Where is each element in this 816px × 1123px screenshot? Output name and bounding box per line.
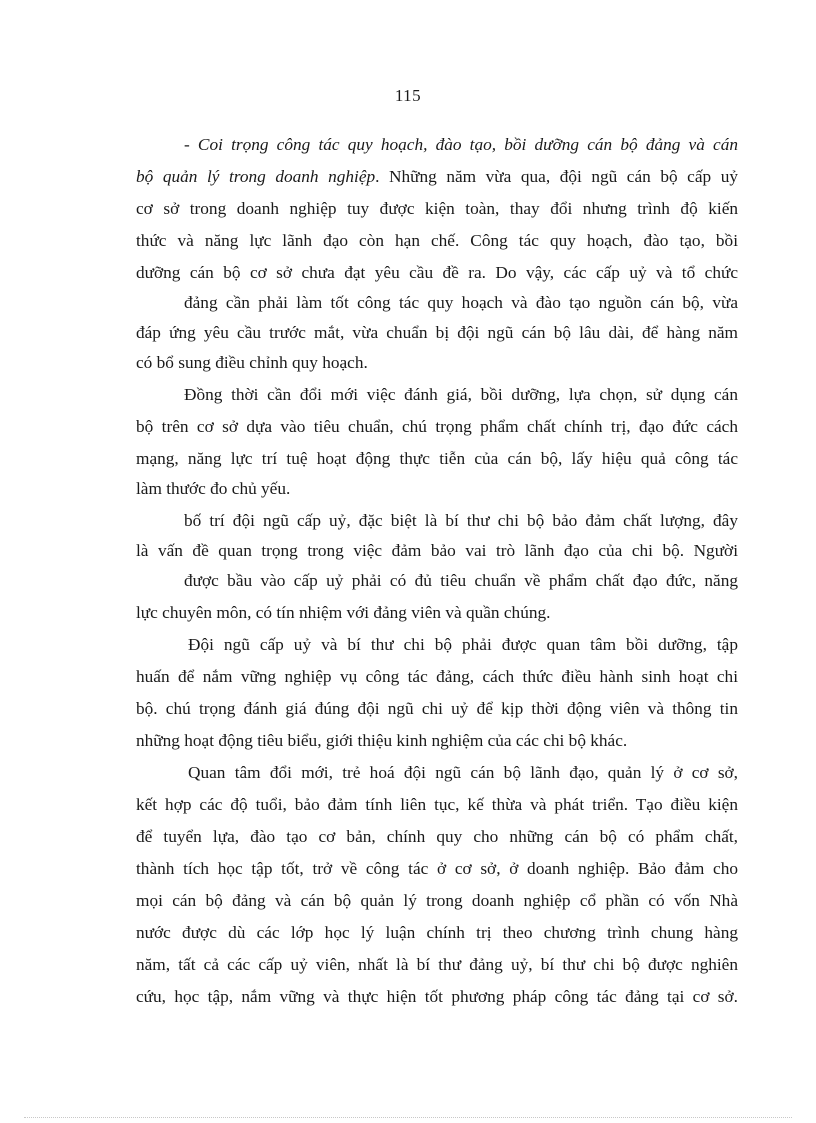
text-line: nước được dù các lớp học lý luận chính trị theo chương trình chung hàng bbox=[136, 923, 738, 942]
text-line: bộ trên cơ sở dựa vào tiêu chuẩn, chú trọng phẩm chất chính trị, đạo đức cách bbox=[136, 417, 738, 436]
text-line: để tuyển lựa, đào tạo cơ bản, chính quy cho những cán bộ có phẩm chất, bbox=[136, 827, 738, 846]
page-number: 115 bbox=[394, 86, 422, 105]
text-line: bộ. chú trọng đánh giá đúng đội ngũ chi uỷ để kịp thời động viên và thông tin bbox=[136, 699, 738, 718]
text-line-italic-part: bộ quản lý trong doanh nghiệp bbox=[136, 167, 376, 186]
text-line: cơ sở trong doanh nghiệp tuy được kiện toàn, thay đổi nhưng trình độ kiến bbox=[136, 199, 738, 218]
text-line: lực chuyên môn, có tín nhiệm với đảng viên và quần chúng. bbox=[136, 603, 551, 622]
text-line: có bổ sung điều chỉnh quy hoạch. bbox=[136, 353, 368, 372]
text-line: bố trí đội ngũ cấp uỷ, đặc biệt là bí thư chi bộ bảo đảm chất lượng, đây bbox=[184, 511, 738, 530]
text-line: năm, tất cả các cấp uỷ viên, nhất là bí thư đảng uỷ, bí thư chi bộ được nghiên bbox=[136, 955, 738, 974]
text-line: mọi cán bộ đảng và cán bộ quản lý trong doanh nghiệp cổ phần có vốn Nhà bbox=[136, 891, 738, 910]
text-line: thức và năng lực lãnh đạo còn hạn chế. Công tác quy hoạch, đào tạo, bồi bbox=[136, 231, 738, 250]
text-line: được bầu vào cấp uỷ phải có đủ tiêu chuẩn về phẩm chất đạo đức, năng bbox=[184, 571, 738, 590]
text-line: đảng cần phải làm tốt công tác quy hoạch và đào tạo nguồn cán bộ, vừa bbox=[184, 293, 738, 312]
text-line: dưỡng cán bộ cơ sở chưa đạt yêu cầu đề ra. Do vậy, các cấp uỷ và tổ chức bbox=[136, 263, 738, 282]
text-line bbox=[136, 166, 738, 188]
text-line: Quan tâm đổi mới, trẻ hoá đội ngũ cán bộ lãnh đạo, quản lý ở cơ sở, bbox=[188, 763, 738, 782]
text-line: kết hợp các độ tuổi, bảo đảm tính liên tục, kế thừa và phát triển. Tạo điều kiện bbox=[136, 795, 738, 814]
text-line: thành tích học tập tốt, trở về công tác ở cơ sở, ở doanh nghiệp. Bảo đảm cho bbox=[136, 859, 738, 878]
text-line: những hoạt động tiêu biểu, giới thiệu kinh nghiệm của các chi bộ khác. bbox=[136, 731, 628, 750]
text-line: huấn để nắm vững nghiệp vụ công tác đảng, cách thức điều hành sinh hoạt chi bbox=[136, 667, 738, 686]
text-line: Đội ngũ cấp uỷ và bí thư chi bộ phải được quan tâm bồi dưỡng, tập bbox=[188, 635, 738, 654]
text-line: - Coi trọng công tác quy hoạch, đào tạo, bồi dưỡng cán bộ đảng và cán bbox=[184, 135, 738, 154]
text-line: là vấn đề quan trọng trong việc đảm bảo vai trò lãnh đạo của chi bộ. Người bbox=[136, 541, 738, 560]
text-line: mạng, năng lực trí tuệ hoạt động thực tiễn của cán bộ, lấy hiệu quả công tác bbox=[136, 449, 738, 468]
page-bottom-divider bbox=[24, 1117, 792, 1118]
text-line: đáp ứng yêu cầu trước mắt, vừa chuẩn bị đội ngũ cán bộ lâu dài, để hàng năm bbox=[136, 323, 738, 342]
text-line: Đồng thời cần đổi mới việc đánh giá, bồi dưỡng, lựa chọn, sử dụng cán bbox=[184, 385, 738, 404]
text-line: làm thước đo chủ yếu. bbox=[136, 479, 291, 498]
text-line-regular-part: . Những năm vừa qua, đội ngũ cán bộ cấp uỷ bbox=[375, 167, 738, 186]
text-line: cứu, học tập, nắm vững và thực hiện tốt phương pháp công tác đảng tại cơ sở. bbox=[136, 987, 738, 1006]
